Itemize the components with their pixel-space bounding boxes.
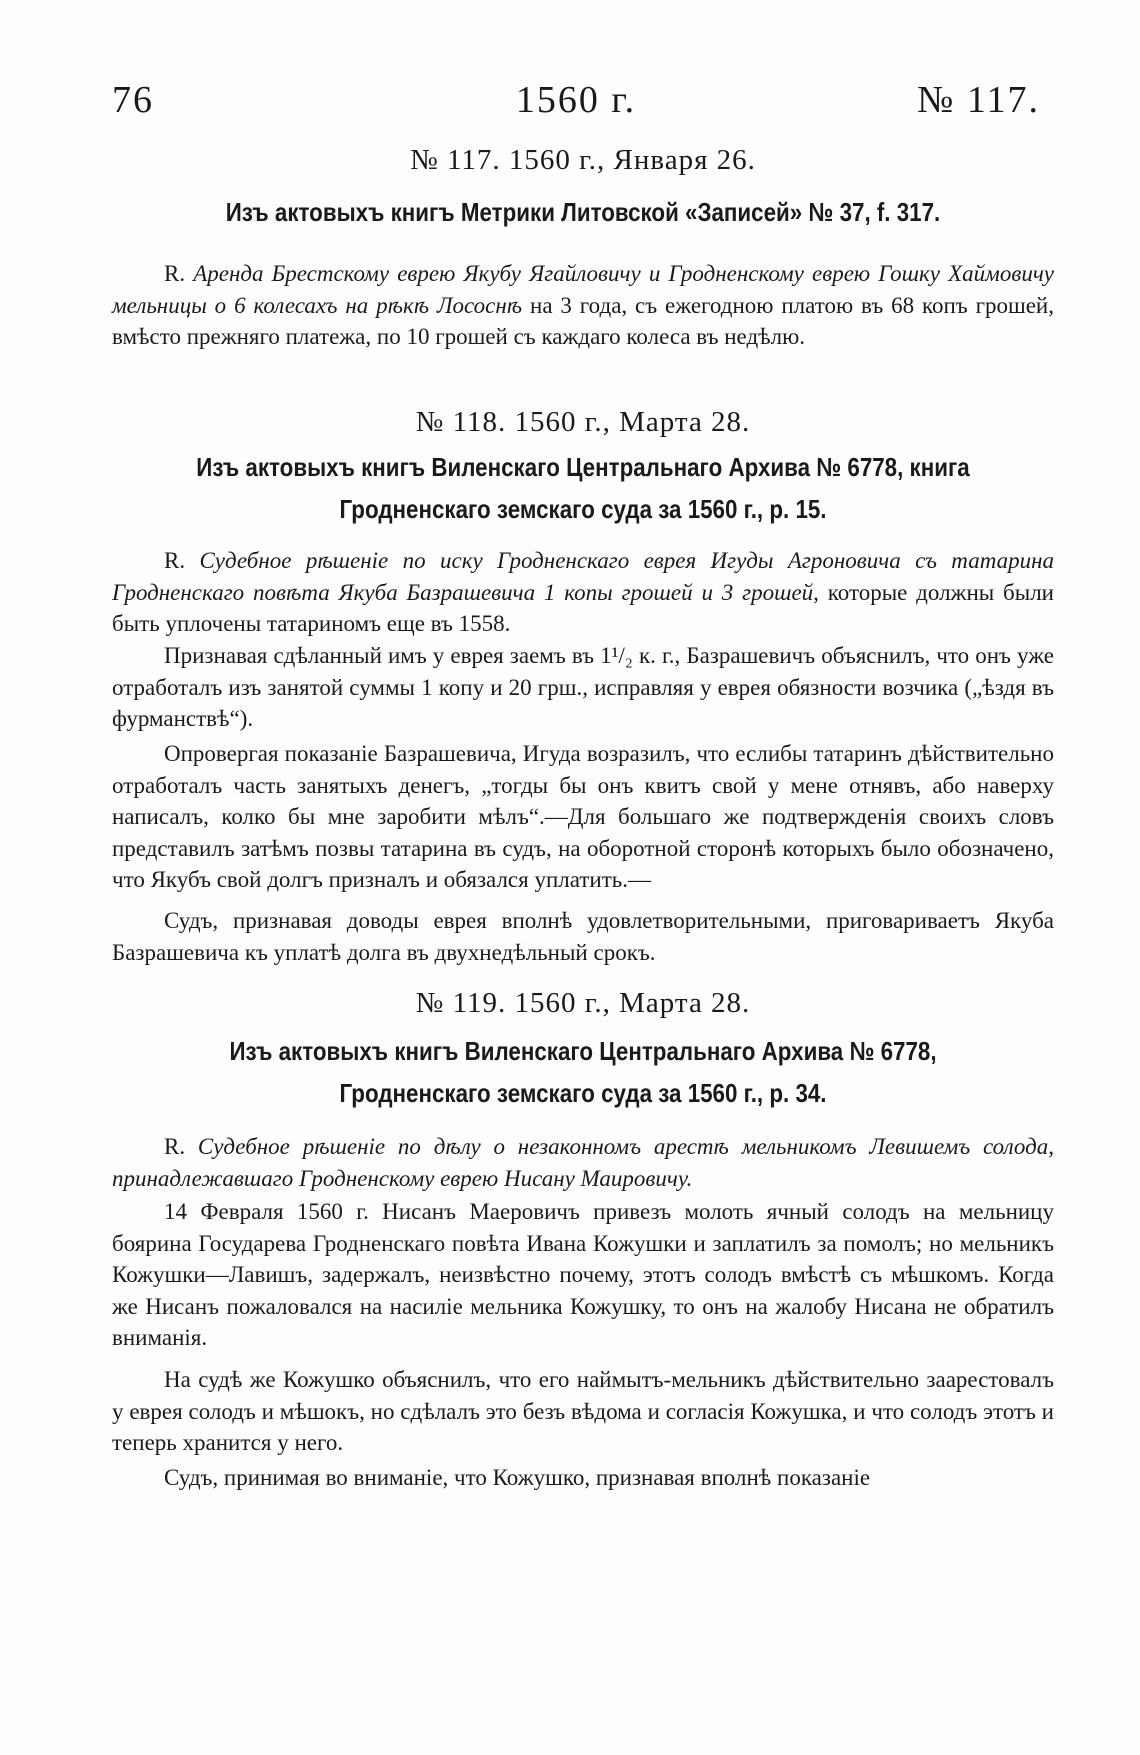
doc-119-paragraph-2: На судѣ же Кожушко объяснилъ, что его наймытъ-мельникъ дѣйствительно заарестовалъ у еврея солодъ и мѣшокъ, но сдѣлалъ это безъ вѣдома и согласія Кожушка, и что солодъ этотъ и теперь хранится у него.	[112, 1367, 1054, 1455]
doc-118-source: Изъ актовыхъ книгъ Виленскаго Центральнаго Архива № 6778, книга Гродненскаго земскаго суда за 1560 г., р. 15.	[196, 452, 970, 524]
regest-tail: на 3 года, съ ежегодною платою въ 68 копъ грошей, вмѣсто прежняго платежа, по 10 грошей съ каждаго колеса въ недѣлю.	[112, 292, 1054, 349]
doc-119-heading: № 119. 1560 г., Марта 28.	[415, 987, 751, 1019]
regest-text: Аренда Брестскому еврею Якубу Ягайловичу и Гродненскому еврею Гошку Хаймовичу мельницы о 6 колесахъ на рѣкѣ Лососнѣ	[112, 261, 1054, 318]
regest-text: Судебное рѣшеніе по дѣлу о незаконномъ арестѣ мельникомъ Левишемъ солода, принадлежавшаго Гродненскому еврею Нисану Маировичу.	[112, 1134, 1055, 1191]
doc-117-source: Изъ актовыхъ книгъ Метрики Литовской «Записей» № 37, f. 317.	[225, 197, 941, 227]
doc-118-paragraph-2: Опровергая показаніе Базрашевича, Игуда возразилъ, что еслибы татаринъ дѣйствительно отработалъ часть занятыхъ денегъ, „тогды бы онъ квитъ свой у мене отнявъ, або наверху написалъ, колко бы мне заробити мѣлъ“.—Для большаго же подтвержденія своихъ словъ представилъ затѣмъ позвы татарина въ судъ, на оборотной сторонѣ которыхъ было обозначено, что Якубъ свой долгъ призналъ и обязался уплатить.—	[112, 741, 1054, 892]
doc-117-heading: № 117. 1560 г., Января 26.	[410, 144, 756, 176]
running-head-year: 1560 г.	[515, 79, 637, 121]
regest-tail: которые должны были быть уплочены татариномъ еще въ 1558.	[112, 579, 1054, 636]
doc-118-heading: № 118. 1560 г., Марта 28.	[415, 406, 751, 438]
doc-119-source: Изъ актовыхъ книгъ Виленскаго Центральнаго Архива № 6778, Гродненскаго земскаго суда за 1560 г., р. 34.	[229, 1036, 937, 1108]
doc-118-paragraph-3: Судъ, признавая доводы еврея вполнѣ удовлетворительными, приговариваетъ Якуба Базрашевича къ уплатѣ долга въ двухнедѣльный срокъ.	[112, 908, 1054, 965]
doc-119-paragraph-1: 14 Февраля 1560 г. Нисанъ Маеровичъ привезъ молоть ячный солодъ на мельницу боярина Государева Гродненскаго повѣта Ивана Кожушки и заплатилъ за помолъ; но мельникъ Кожушки—Лавишъ, задержалъ, неизвѣстно почему, этотъ солодъ вмѣстѣ съ мѣшкомъ. Когда же Нисанъ пожаловался на насиліе мельника Кожушку, то онъ на жалобу Нисана не обратилъ вниманія.	[112, 1199, 1054, 1350]
regest-text: Судебное рѣшеніе по иску Гродненскаго еврея Игуды Агроновича съ татарина Гродненскаго повѣта Якуба Базрашевича 1 копы грошей и 3 грошей,	[112, 548, 1054, 605]
regest-letter: R.	[164, 261, 186, 286]
doc-119-regest	[112, 1131, 1054, 1194]
regest-letter: R.	[164, 1134, 186, 1159]
doc-118-regest	[112, 545, 1054, 640]
doc-118-paragraph-1: Признавая сдѣланный имъ у еврея заемъ въ 1¹/₂ к. г., Базрашевичъ объяснилъ, что онъ уже отработалъ изъ занятой суммы 1 копу и 20 грш., исправляя у еврея обязности возчика („ѣздя въ фурманствѣ“).	[112, 643, 1054, 731]
doc-117-regest	[112, 258, 1054, 353]
running-head-doc-number: № 117.	[917, 79, 1040, 121]
regest-letter: R.	[164, 548, 186, 573]
doc-119-paragraph-3: Судъ, принимая во вниманіе, что Кожушко, признавая вполнѣ показаніе	[164, 1465, 871, 1490]
running-head	[112, 78, 1040, 128]
page-number: 76	[112, 79, 154, 121]
